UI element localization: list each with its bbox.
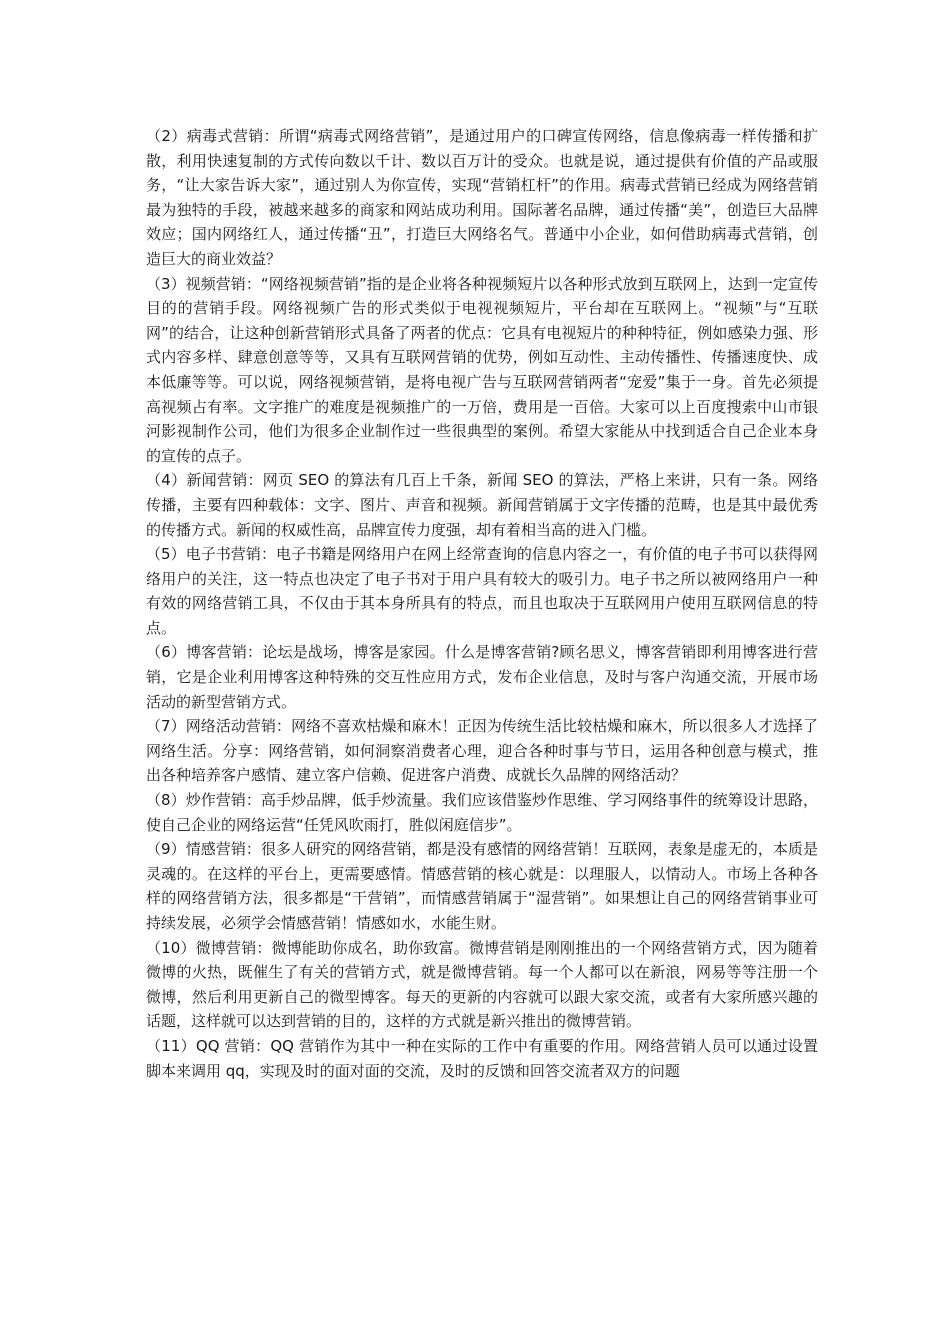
paragraph-video-marketing: （3）视频营销：“网络视频营销”指的是企业将各种视频短片以各种形式放到互联网上，达到一定宣传目的的营销手段。网络视频广告的形式类似于电视视频短片，平台却在互联网上。“视频”与“互联网”的结合，让这种创新营销形式具备了两者的优点：它具有电视短片的种种特征，例如感染力强、形式内容多样、肆意创意等等，又具有互联网营销的优势，例如互动性、主动传播性、传播速度快、成本低廉等等。可以说，网络视频营销，是将电视广告与互联网营销两者“宠爱”集于一身。首先必须提高视频占有率。文字推广的难度是视频推广的一万倍，费用是一百倍。大家可以上百度搜索中山市银河影视制作公司，他们为很多企业制作过一些很典型的案例。希望大家能从中找到适合自己企业本身的宣传的点子。 xyxy=(146,274,818,465)
paragraph-ebook-marketing: （5）电子书营销：电子书籍是网络用户在网上经常查询的信息内容之一，有价值的电子书可以获得网络用户的关注，这一特点也决定了电子书对于用户具有较大的吸引力。电子书之所以被网络用户一种有效的网络营销工具，不仅由于其本身所具有的特点，而且也取决于互联网用户使用互联网信息的特点。 xyxy=(146,545,818,637)
paragraph-blog-marketing: （6）博客营销：论坛是战场，博客是家园。什么是博客营销?顾名思义，博客营销即利用博客进行营销，它是企业利用博客这种特殊的交互性应用方式，发布企业信息，及时与客户沟通交流，开展市场活动的新型营销方式。 xyxy=(146,643,818,711)
paragraph-emotional-marketing: （9）情感营销：很多人研究的网络营销，都是没有感情的网络营销！互联网，表象是虚无的，本质是灵魂的。在这样的平台上，更需要感情。情感营销的核心就是：以理服人，以情动人。市场上各种各样的网络营销方法，很多都是“干营销”，而情感营销属于“湿营销”。如果想让自己的网络营销事业可持续发展，必须学会情感营销！情感如水，水能生财。 xyxy=(146,840,818,932)
paragraph-hype-marketing: （8）炒作营销：高手炒品牌，低手炒流量。我们应该借鉴炒作思维、学习网络事件的统筹设计思路，使自己企业的网络运营“任凭风吹雨打，胜似闲庭信步”。 xyxy=(146,791,818,834)
document-body xyxy=(146,124,818,1083)
paragraph-viral-marketing: （2）病毒式营销：所谓“病毒式网络营销”，是通过用户的口碑宣传网络，信息像病毒一样传播和扩散，利用快速复制的方式传向数以千计、数以百万计的受众。也就是说，通过提供有价值的产品或服务，“让大家告诉大家”，通过别人为你宣传，实现“营销杠杆”的作用。病毒式营销已经成为网络营销最为独特的手段，被越来越多的商家和网站成功利用。国际著名品牌，通过传播“美”，创造巨大品牌效应；国内网络红人，通过传播“丑”，打造巨大网络名气。普通中小企业，如何借助病毒式营销，创造巨大的商业效益？ xyxy=(146,127,818,268)
paragraph-news-marketing: （4）新闻营销：网页 SEO 的算法有几百上千条，新闻 SEO 的算法，严格上来讲，只有一条。网络传播，主要有四种载体：文字、图片、声音和视频。新闻营销属于文字传播的范畴，也是其中最优秀的传播方式。新闻的权威性高，品牌宣传力度强，却有着相当高的进入门槛。 xyxy=(146,471,818,539)
paragraph-online-event-marketing: （7）网络活动营销：网络不喜欢枯燥和麻木！正因为传统生活比较枯燥和麻木，所以很多人才选择了网络生活。分享：网络营销，如何洞察消费者心理，迎合各种时事与节日，运用各种创意与模式，推出各种培养客户感情、建立客户信赖、促进客户消费、成就长久品牌的网络活动？ xyxy=(146,717,818,785)
paragraph-qq-marketing: （11）QQ 营销：QQ 营销作为其中一种在实际的工作中有重要的作用。网络营销人员可以通过设置脚本来调用 qq，实现及时的面对面的交流，及时的反馈和回答交流者双方的问题 xyxy=(146,1036,818,1080)
paragraph-weibo-marketing: （10）微博营销：微博能助你成名，助你致富。微博营销是刚刚推出的一个网络营销方式，因为随着微博的火热，既催生了有关的营销方式，就是微博营销。每一个人都可以在新浪，网易等等注册一个微博，然后利用更新自己的微型博客。每天的更新的内容就可以跟大家交流，或者有大家所感兴趣的话题，这样就可以达到营销的目的，这样的方式就是新兴推出的微博营销。 xyxy=(146,938,818,1031)
